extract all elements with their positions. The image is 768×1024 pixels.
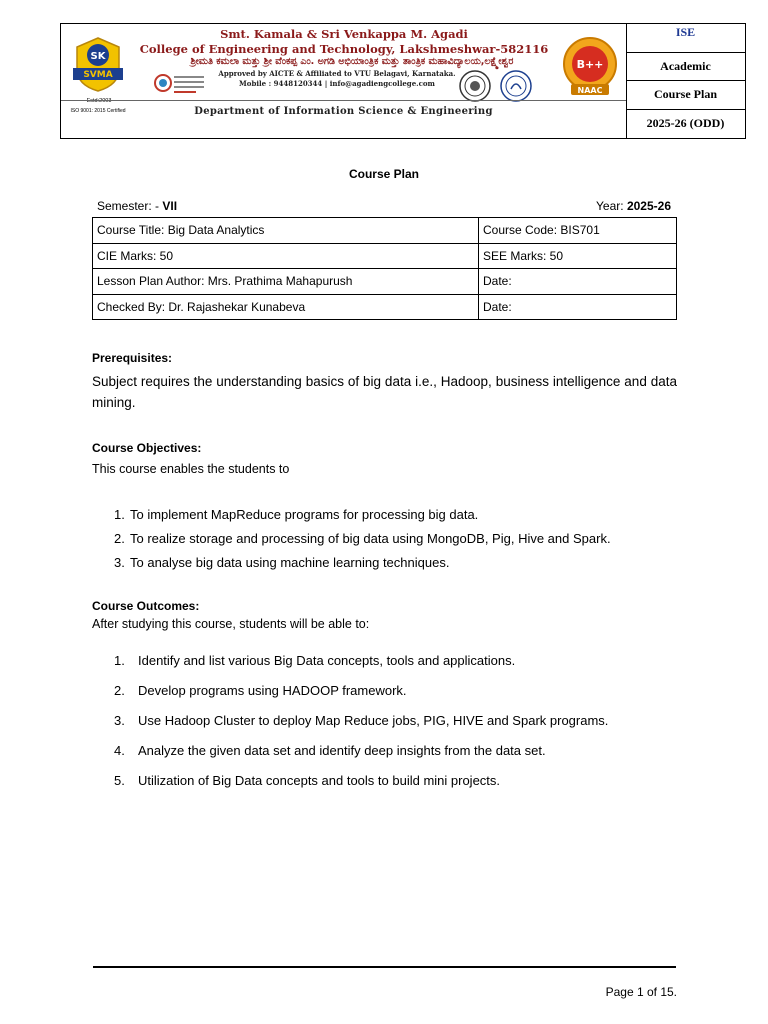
svma-iso: ISO 9001: 2015 Certified — [70, 108, 126, 114]
year-label: Year: — [596, 199, 627, 213]
table-row — [93, 243, 677, 269]
university-seal-icon — [499, 69, 533, 103]
objectives-list — [114, 505, 611, 577]
table-row — [93, 269, 677, 295]
letterhead-left — [61, 24, 627, 138]
see-marks-cell: SEE Marks: 50 — [479, 243, 677, 269]
objective-text: To analyse big data using machine learning techniques. — [130, 555, 450, 570]
svma-established: Estd:2003 — [86, 98, 112, 104]
list-item — [114, 741, 608, 771]
semester-value: VII — [162, 199, 178, 213]
semester — [97, 199, 177, 213]
outcome-text: Identify and list various Big Data concepts, tools and applications. — [138, 653, 516, 668]
svma-logo-bottom-text: SVMA — [83, 70, 113, 80]
outcome-text: Use Hadoop Cluster to deploy Map Reduce jobs, PIG, HIVE and Spark programs. — [138, 713, 609, 728]
objective-text: To implement MapReduce programs for processing big data. — [130, 507, 479, 522]
naac-grade-text: B++ — [576, 58, 604, 71]
list-item — [114, 529, 611, 553]
header-cell-academic: Academic — [626, 53, 745, 82]
college-name — [131, 27, 557, 57]
table-row — [93, 218, 677, 244]
outcomes-heading: Course Outcomes: — [92, 599, 200, 613]
outcomes-intro: After studying this course, students will be able to: — [92, 617, 370, 631]
outcome-number: 1. — [114, 653, 125, 668]
naac-logo-icon — [557, 36, 623, 98]
course-info-table — [92, 217, 677, 320]
list-item — [114, 681, 608, 711]
department-name: Department of Information Science & Engineering — [194, 106, 493, 117]
college-name-line2: College of Engineering and Technology, Lakshmeshwar-582116 — [139, 42, 549, 56]
college-name-line1: Smt. Kamala & Sri Venkappa M. Agadi — [220, 27, 468, 41]
header-cell-dept: ISE — [626, 24, 745, 53]
author-cell: Lesson Plan Author: Mrs. Prathima Mahapurush — [93, 269, 479, 295]
checked-by-cell: Checked By: Dr. Rajashekar Kunabeva — [93, 294, 479, 320]
objectives-heading: Course Objectives: — [92, 441, 202, 455]
table-row — [93, 294, 677, 320]
iic-logo-icon — [153, 69, 213, 103]
list-item — [114, 771, 608, 801]
header-cell-session: 2025-26 (ODD) — [646, 116, 725, 131]
list-item — [114, 651, 608, 681]
year — [596, 199, 671, 213]
objectives-intro: This course enables the students to — [92, 462, 290, 476]
header-cell-doc-type: Course Plan — [626, 81, 745, 110]
approval-line: Approved by AICTE & Affiliated to VTU Belagavi, Karnataka. — [218, 69, 456, 78]
naac-label-text: NAAC — [577, 86, 603, 95]
outcome-number: 4. — [114, 743, 125, 758]
outcome-number: 2. — [114, 683, 125, 698]
semester-label: Semester: - — [97, 199, 163, 213]
letterhead-right-cells — [626, 24, 745, 138]
outcome-text: Analyze the given data set and identify deep insights from the data set. — [138, 743, 546, 758]
page-number: Page 1 of 15. — [605, 985, 677, 999]
objective-number: 1. — [114, 507, 125, 522]
cie-marks-cell: CIE Marks: 50 — [93, 243, 479, 269]
page-title: Course Plan — [348, 167, 420, 181]
college-name-kannada: ಶ್ರೀಮತಿ ಕಮಲಾ ಮತ್ತು ಶ್ರೀ ವೆಂಕಪ್ಪ ಎಂ. ಅಗಡಿ ಅಭಿಯಾಂತ್ರಿಕ ಮತ್ತು ತಾಂತ್ರಿಕ ಮಹಾವಿದ್ಯಾಲಯ,ಲಕ್ಷ್ಮೇಶ್ವರ — [190, 56, 514, 67]
author-date-cell: Date: — [479, 269, 677, 295]
department-divider — [61, 100, 626, 101]
approval-info — [217, 69, 457, 89]
objective-number: 3. — [114, 555, 125, 570]
footer-divider — [93, 966, 676, 968]
contact-line: Mobile : 9448120344 | info@agadiengcollege.com — [239, 79, 435, 88]
list-item — [114, 505, 611, 529]
checked-date-cell: Date: — [479, 294, 677, 320]
list-item — [114, 711, 608, 741]
outcome-number: 3. — [114, 713, 125, 728]
objective-text: To realize storage and processing of big data using MongoDB, Pig, Hive and Spark. — [130, 531, 611, 546]
outcome-text: Develop programs using HADOOP framework. — [138, 683, 407, 698]
svma-logo-top-text: SK — [90, 51, 106, 62]
accreditation-seal-icon — [458, 69, 492, 103]
prerequisites-text: Subject requires the understanding basics of big data i.e., Hadoop, business intelligence and data mining. — [92, 374, 677, 410]
course-code-cell: Course Code: BIS701 — [479, 218, 677, 244]
outcome-number: 5. — [114, 773, 125, 788]
outcome-text: Utilization of Big Data concepts and tools to build mini projects. — [138, 773, 501, 788]
list-item — [114, 553, 611, 577]
svma-logo-icon — [67, 35, 129, 95]
outcomes-list — [114, 651, 608, 801]
year-value: 2025-26 — [626, 199, 671, 213]
letterhead — [60, 23, 746, 139]
course-title-cell: Course Title: Big Data Analytics — [93, 218, 479, 244]
objective-number: 2. — [114, 531, 125, 546]
prerequisites-heading: Prerequisites: — [92, 351, 173, 365]
